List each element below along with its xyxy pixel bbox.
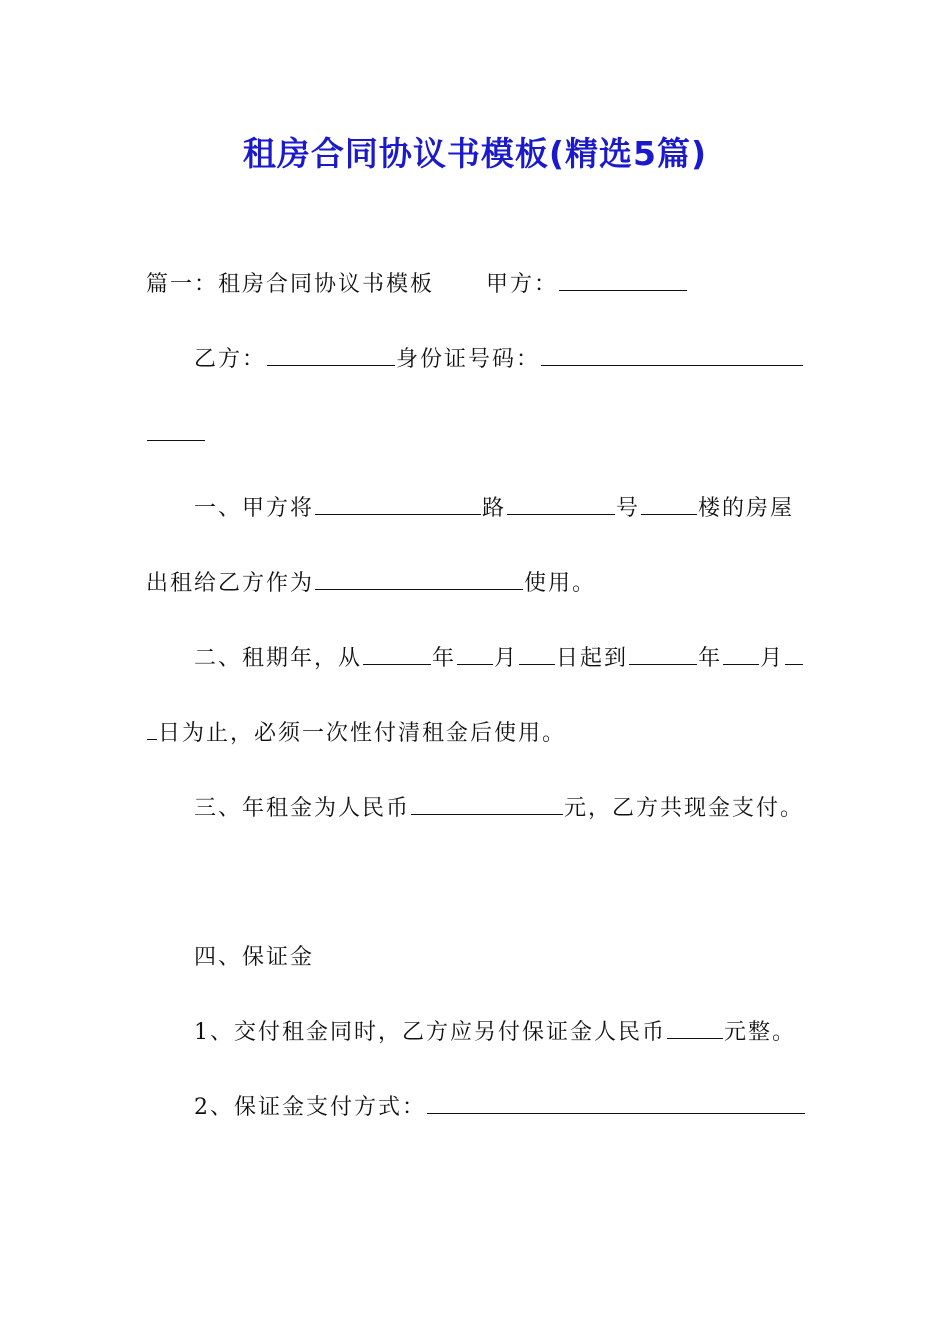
id-number-blank [541, 345, 803, 366]
id-number-label: 身份证号码： [396, 347, 541, 372]
section-heading-line [146, 270, 688, 300]
payment-method-blank [427, 1093, 805, 1114]
clause-1-text: 一、甲方将 [194, 496, 315, 521]
clause-3-text: 三、年租金为人民币 [194, 796, 411, 821]
year-label: 年 [432, 646, 457, 671]
document-title: 租房合同协议书模板(精选5篇) [242, 134, 708, 173]
building-blank [641, 494, 697, 515]
party-b-line [194, 345, 804, 375]
deposit-item-1-tail: 元整。 [724, 1020, 797, 1045]
party-b-label: 乙方： [194, 347, 267, 372]
deposit-heading: 四、保证金 [194, 945, 315, 970]
clause-2-cont-text: 日为止，必须一次性付清租金后使用。 [158, 721, 567, 746]
day-to-label: 日起到 [556, 646, 629, 671]
clause-1-cont-line [146, 569, 596, 599]
end-year-label: 年 [698, 646, 723, 671]
end-month-label: 月 [760, 646, 785, 671]
start-year-blank [363, 644, 431, 665]
clause-3-tail: 元，乙方共现金支付。 [564, 796, 805, 821]
clause-2-line [194, 644, 804, 674]
number-label: 号 [616, 496, 641, 521]
road-label: 路 [482, 496, 507, 521]
purpose-label: 出租给乙方作为 [146, 571, 315, 596]
deposit-item-1 [194, 1018, 796, 1048]
party-a-label: 甲方： [486, 272, 559, 297]
id-number-blank-cont [147, 420, 205, 441]
building-label: 楼的房屋 [698, 496, 795, 521]
end-day-blank-cont [147, 719, 157, 740]
clause-2-text: 二、租期年，从 [194, 646, 363, 671]
id-number-continuation [146, 420, 206, 450]
clause-3-line [194, 794, 804, 824]
purpose-blank [315, 569, 523, 590]
clause-4-heading [194, 943, 314, 973]
road-blank [315, 494, 481, 515]
deposit-item-2 [194, 1093, 806, 1123]
start-day-blank [519, 644, 555, 665]
end-month-blank [723, 644, 759, 665]
rent-amount-blank [411, 794, 563, 815]
clause-2-cont-line [146, 719, 566, 749]
section-heading: 篇一：租房合同协议书模板 [146, 272, 435, 297]
end-year-blank [629, 644, 697, 665]
clause-1-line [194, 494, 794, 524]
number-blank [507, 494, 615, 515]
use-label: 使用。 [524, 571, 597, 596]
deposit-item-2-text: 2、保证金支付方式： [194, 1095, 426, 1120]
party-a-blank [559, 270, 687, 291]
start-month-blank [457, 644, 493, 665]
month-label: 月 [494, 646, 519, 671]
deposit-amount-blank [667, 1018, 723, 1039]
deposit-item-1-text: 1、交付租金同时，乙方应另付保证金人民币 [194, 1020, 666, 1045]
end-day-blank [785, 644, 803, 665]
party-b-blank [267, 345, 395, 366]
